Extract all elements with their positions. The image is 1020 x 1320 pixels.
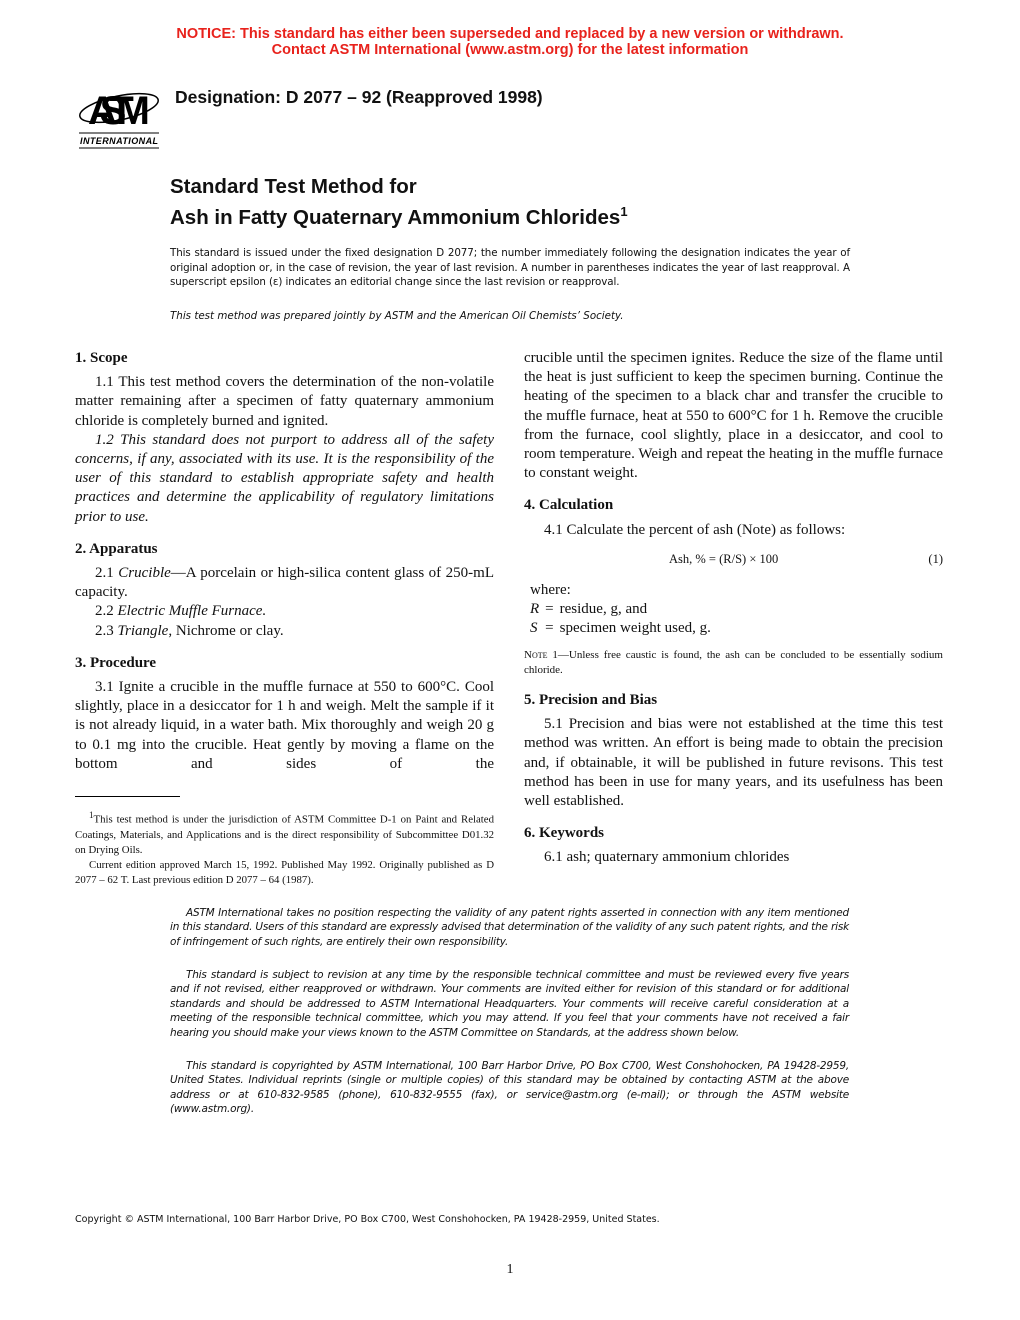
svg-text:ASTM: ASTM (88, 89, 150, 133)
title-footnote-mark: 1 (620, 204, 628, 219)
section-heading: 3. Procedure (75, 654, 157, 671)
paragraph: 3.1 Ignite a crucible in the muffle furnace at 550 to 600°C. Cool slightly, place in a desiccator for 1 h and weigh. Melt the sample if it is not already liquid, in a water bath. Mix thoroughly and weigh 20 g to 0.1 mg into the crucible. Heat gently by moving a flame on the bottom and sides of the (75, 679, 494, 772)
variable-definitions (530, 600, 717, 638)
section-heading: 2. Apparatus (75, 540, 158, 557)
footnote (75, 808, 494, 888)
notice-line-1: NOTICE: This standard has either been superseded and replaced by a new version or withdrawn. (176, 26, 844, 42)
title-text: Ash in Fatty Quaternary Ammonium Chlorides (170, 205, 621, 229)
paragraph: This standard is subject to revision at any time by the responsible technical committee and must be reviewed every five years and if not revised, either reapproved or withdrawn. Your comments are invited either for revision of this standard or for additional standards and should be addressed to ASTM International Headquarters. Your comments will receive careful consideration at a meeting of the responsible technical committee, which you may attend. If you feel that your comments have not received a fair hearing you should make your views known to the ASTM Committee on Standards, at the address shown below. (170, 969, 849, 1039)
definition: specimen weight used, g. (559, 620, 711, 637)
num: 2.3 (95, 622, 118, 639)
term: Triangle (117, 622, 169, 639)
document-title (170, 174, 628, 230)
symbol: R (530, 601, 540, 618)
footnote-p2: Current edition approved March 15, 1992. Published May 1992. Originally published as D 2077 – 62 T. Last previous edition D 2077 – 64 (1987). (75, 858, 494, 886)
equals: = (545, 601, 554, 618)
paragraph: 1.2 This standard does not purport to address all of the safety concerns, if any, associated with its use. It is the responsibility of the user of this standard to establish appropriate safety and health practices and determine the applicability of regulatory limitations prior to use. (75, 431, 494, 525)
procedure-continued (524, 349, 943, 483)
paragraph: This standard is copyrighted by ASTM International, 100 Barr Harbor Drive, PO Box C700, West Conshohocken, PA 19428-2959, United States. Individual reprints (single or multiple copies) of this standard may be obtained by contacting ASTM at the above address or at 610-832-9585 (phone), 610-832-9555 (fax), or service@astm.org (e-mail); or through the ASTM website (www.astm.org). (170, 1060, 849, 1116)
section-apparatus (75, 540, 494, 641)
footnote-p1 (75, 808, 494, 858)
note-text: —Unless free caustic is found, the ash can be concluded to be essentially sodium chloride. (524, 649, 943, 677)
variable-row (530, 619, 717, 638)
paragraph: 4.1 Calculate the percent of ash (Note) as follows: (544, 521, 846, 538)
note (524, 648, 943, 678)
equation-text: Ash, % = (R/S) × 100 (669, 551, 779, 566)
equation-number: (1) (928, 551, 943, 566)
section-calculation (524, 496, 943, 678)
definition: residue, g, and (559, 601, 648, 618)
section-heading: 5. Precision and Bias (524, 692, 658, 709)
note-label: Note 1 (524, 649, 558, 662)
paragraph (75, 564, 494, 602)
section-precision (524, 691, 943, 811)
section-scope (75, 349, 494, 527)
equals: = (545, 620, 554, 637)
title-line-1: Standard Test Method for (170, 175, 417, 198)
where-label: where: (530, 582, 571, 599)
num: 2.2 (95, 603, 118, 620)
num: 2.1 (95, 565, 119, 582)
supersession-notice (0, 26, 1020, 58)
notice-line-2: Contact ASTM International (www.astm.org) for the latest information (271, 42, 749, 58)
paragraph: ASTM International takes no position respecting the validity of any patent rights asserted in connection with any item mentioned in this standard. Users of this standard are expressly advised that determination of the validity of any such patent rights, and the risk of infringement of such rights, are entirely their own responsibility. (170, 907, 849, 948)
section-heading: 4. Calculation (524, 497, 614, 514)
variable-row (530, 600, 717, 619)
paragraph (75, 622, 494, 641)
section-keywords (524, 824, 943, 867)
text: This test method is under the jurisdiction of ASTM Committee D-1 on Paint and Related Coatings, Materials, and Applications and is the direct responsibility of Subcommittee D01.32 on Drying Oils. (75, 813, 494, 856)
term: Electric Muffle Furnace. (117, 603, 267, 620)
page-number: 1 (506, 1262, 514, 1277)
paragraph (75, 602, 494, 621)
symbol: S (530, 620, 538, 637)
revision-statement (170, 968, 849, 1040)
svg-text:INTERNATIONAL: INTERNATIONAL (80, 136, 158, 146)
right-column (524, 349, 943, 881)
prepared-statement: This test method was prepared jointly by ASTM and the American Oil Chemists’ Society. (170, 310, 624, 322)
equation (669, 550, 943, 569)
title-line-2 (170, 199, 628, 230)
paragraph: 1.1 This test method covers the determination of the non-volatile matter remaining after a specimen of fatty quaternary ammonium chloride is completely burned and ignited. (75, 374, 494, 429)
paragraph: crucible until the specimen ignites. Reduce the size of the flame until the heat is just sufficient to keep the specimen burning. Continue the heating of the specimen to a black char and transfer the crucible to the muffle furnace, heat at 550 to 600°C for 1 h. Remove the crucible from the furnace, cool slightly, place in a desiccator, and cool to room temperature. Weigh and repeat the heating in the muffle furnace to constant weight. (524, 350, 943, 482)
footnote-rule (75, 796, 180, 797)
intro-paragraph: This standard is issued under the fixed designation D 2077; the number immediately following the designation indicates the year of original adoption or, in the case of revision, the year of last revision. A number in parentheses indicates the year of last reapproval. A superscript epsilon (ε) indicates an editorial change since the last revision or reapproval. (170, 247, 850, 288)
section-procedure (75, 654, 494, 774)
text: —A porcelain or high-silica content glass of 250-mL capacity. (75, 565, 495, 601)
paragraph: 5.1 Precision and bias were not established at the time this test method was written. An effort is being made to obtain the precision and, if obtainable, it will be published in future revisons. This test method has been in use for many years, and its usefulness has been well established. (524, 716, 943, 810)
section-heading: 6. Keywords (524, 825, 604, 842)
copyright-footer: Copyright © ASTM International, 100 Barr Harbor Drive, PO Box C700, West Conshohocken, PA 19428-2959, United States. (75, 1214, 660, 1225)
paragraph: 6.1 ash; quaternary ammonium chlorides (544, 849, 790, 866)
copyright-statement (170, 1059, 849, 1117)
text: , Nichrome or clay. (168, 622, 284, 639)
patent-statement (170, 906, 849, 949)
astm-logo (76, 78, 162, 150)
term: Crucible (118, 565, 171, 582)
designation: Designation: D 2077 – 92 (Reapproved 1998) (175, 87, 543, 107)
left-column (75, 349, 494, 787)
footnote-mark: 1 (89, 810, 94, 820)
section-heading: 1. Scope (75, 350, 128, 366)
